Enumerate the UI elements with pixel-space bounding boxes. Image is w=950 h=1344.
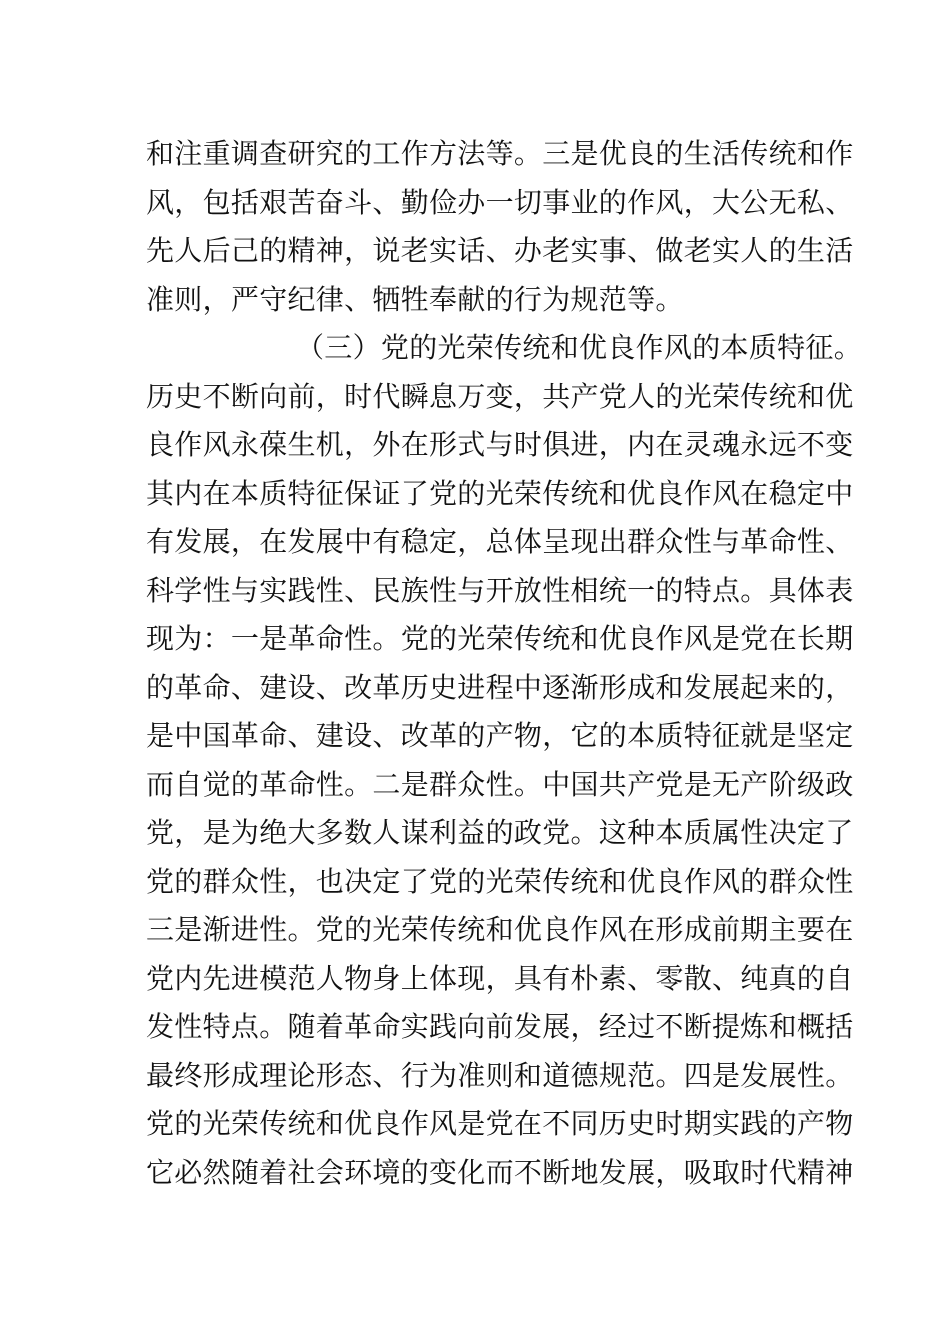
body-text [146, 130, 863, 1197]
text-line: 现为：一是革命性。党的光荣传统和优良作风是党在长期 [146, 622, 854, 655]
text-line: 党，是为绝大多数人谋利益的政党。这种本质属性决定了 [146, 816, 854, 849]
text-line: 有发展，在发展中有稳定，总体呈现出群众性与革命性、 [146, 525, 854, 558]
text-line: 党内先进模范人物身上体现，具有朴素、零散、纯真的自 [146, 961, 854, 995]
text-line: 的革命、建设、改革历史进程中逐渐形成和发展起来的， [146, 670, 854, 704]
text-line: 风，包括艰苦奋斗、勤俭办一切事业的作风，大公无私、 [146, 185, 854, 219]
text-line: 党的群众性，也决定了党的光荣传统和优良作风的群众性 [146, 864, 854, 898]
text-line: 其内在本质特征保证了党的光荣传统和优良作风在稳定中 [146, 476, 854, 510]
text-line: 和注重调查研究的工作方法等。三是优良的生活传统和作 [146, 137, 854, 170]
text-line: 它必然随着社会环境的变化而不断地发展，吸取时代精神 [146, 1155, 854, 1189]
text-line: 三是渐进性。党的光荣传统和优良作风在形成前期主要在 [146, 913, 854, 946]
text-line: 准则，严守纪律、牺牲奉献的行为规范等。 [146, 282, 684, 316]
text-line: 科学性与实践性、民族性与开放性相统一的特点。具体表 [146, 573, 854, 607]
text-line: 最终形成理论形态、行为准则和道德规范。四是发展性。 [146, 1058, 854, 1092]
text-line: 历史不断向前，时代瞬息万变，共产党人的光荣传统和优 [146, 379, 854, 413]
text-line: 而自觉的革命性。二是群众性。中国共产党是无产阶级政 [146, 767, 854, 801]
text-line: 是中国革命、建设、改革的产物，它的本质特征就是坚定 [146, 719, 854, 752]
section-heading: （三）党的光荣传统和优良作风的本质特征。 [296, 331, 863, 364]
text-line: 先人后己的精神，说老实话、办老实事、做老实人的生活 [146, 234, 854, 267]
text-line: 良作风永葆生机，外在形式与时俱进，内在灵魂永远不变 [146, 428, 854, 461]
text-line: 发性特点。随着革命实践向前发展，经过不断提炼和概括 [146, 1010, 854, 1043]
text-line: 党的光荣传统和优良作风是党在不同历史时期实践的产物 [146, 1107, 854, 1140]
